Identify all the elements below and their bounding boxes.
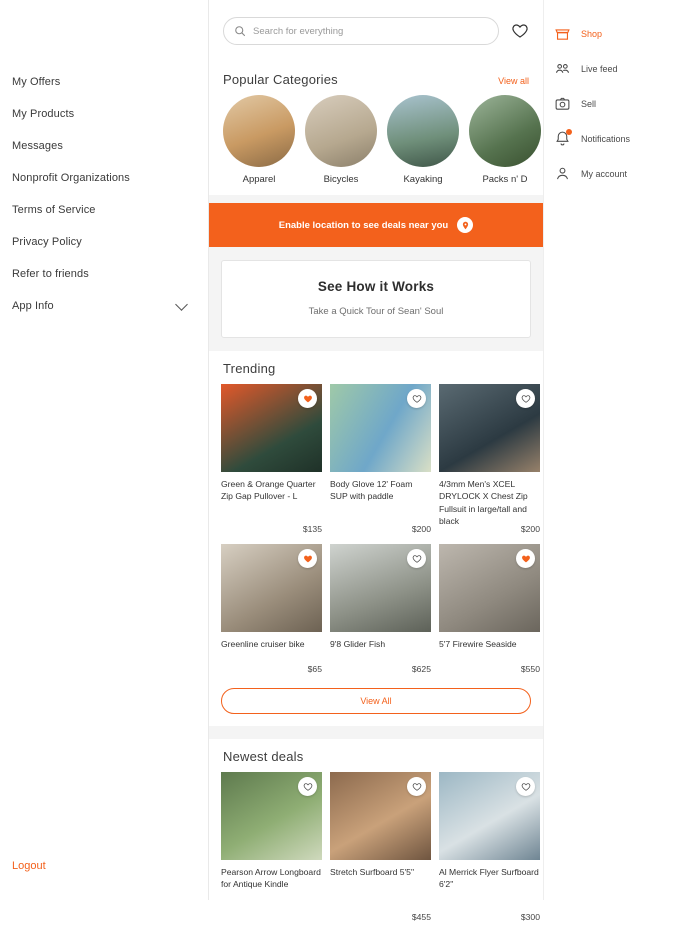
location-pin-icon [457, 217, 473, 233]
product-title: Green & Orange Quarter Zip Gap Pullover - L [221, 479, 316, 502]
heart-filled-icon [521, 554, 531, 564]
sidebar-item-messages[interactable] [0, 130, 208, 162]
rail-item-label: My account [581, 168, 628, 179]
notification-badge [566, 129, 572, 135]
user-icon [554, 165, 571, 182]
category-item-kayaking[interactable] [387, 95, 459, 185]
sidebar-item-privacy-policy[interactable] [0, 226, 208, 258]
favorite-button[interactable] [407, 777, 426, 796]
sidebar-item-label: Refer to friends [12, 268, 89, 280]
search-icon [234, 25, 246, 37]
popular-categories-header [209, 62, 543, 95]
how-it-works-title: See How it Works [317, 279, 435, 294]
favorite-button[interactable] [516, 777, 535, 796]
logout-button[interactable]: Logout [12, 860, 46, 872]
heart-outline-icon [303, 782, 313, 792]
sidebar-item-terms-of-service[interactable] [0, 194, 208, 226]
chevron-down-icon [175, 298, 188, 311]
sidebar-item-label: Privacy Policy [12, 236, 82, 248]
product-title: Greenline cruiser bike [221, 639, 305, 649]
category-label: Apparel [242, 174, 276, 185]
sidebar-item-label: Terms of Service [12, 204, 96, 216]
trending-view-all-button[interactable]: View All [221, 688, 531, 714]
trending-row-1 [209, 384, 543, 534]
product-title: 5'7 Firewire Seaside [439, 639, 517, 649]
product-price: $455 [411, 912, 431, 922]
enable-location-banner[interactable] [209, 203, 543, 247]
heart-outline-icon [521, 782, 531, 792]
heart-outline-icon [412, 554, 422, 564]
shop-icon [554, 25, 571, 42]
product-card[interactable] [439, 772, 540, 922]
section-title: Trending [223, 361, 276, 376]
trending-header [209, 351, 543, 384]
sidebar-item-label: Nonprofit Organizations [12, 172, 130, 184]
product-price: $135 [302, 524, 322, 534]
product-price: $625 [411, 664, 431, 674]
favorite-button[interactable] [298, 389, 317, 408]
product-card[interactable] [330, 384, 431, 534]
rail-item-sell[interactable] [544, 86, 675, 121]
heart-filled-icon [303, 554, 313, 564]
product-image [330, 772, 431, 860]
trending-row-2 [209, 544, 543, 674]
sidebar-item-nonprofit-organizations[interactable] [0, 162, 208, 194]
sidebar-item-label: My Products [12, 108, 75, 120]
trending-section [209, 351, 543, 726]
product-price: $200 [411, 524, 431, 534]
favorite-button[interactable] [516, 549, 535, 568]
sidebar-item-my-offers[interactable] [0, 66, 208, 98]
category-label: Bicycles [323, 174, 359, 185]
heart-outline-icon[interactable] [511, 22, 529, 40]
favorite-button[interactable] [407, 389, 426, 408]
heart-outline-icon [412, 394, 422, 404]
section-title: Newest deals [223, 749, 304, 764]
rail-item-label: Shop [581, 28, 603, 39]
search-placeholder: Search for everything [253, 25, 344, 37]
product-image [439, 772, 540, 860]
product-image [330, 544, 431, 632]
how-it-works-card[interactable] [221, 260, 531, 338]
product-title: Al Merrick Flyer Surfboard 6'2" [439, 867, 539, 890]
rail-item-label: Live feed [581, 63, 618, 74]
how-it-works-subtitle: Take a Quick Tour of Sean' Soul [308, 306, 444, 317]
rail-item-my-account[interactable] [544, 156, 675, 191]
newest-deals-row [209, 772, 543, 922]
favorite-button[interactable] [407, 549, 426, 568]
product-card[interactable] [221, 384, 322, 534]
category-image [387, 95, 459, 167]
drawer-menu [0, 0, 208, 322]
popular-categories-view-all[interactable]: View all [498, 76, 529, 86]
product-card[interactable] [439, 544, 540, 674]
sidebar-item-app-info[interactable] [0, 290, 208, 322]
category-item-bicycles[interactable] [305, 95, 377, 185]
sidebar-item-refer-to-friends[interactable] [0, 258, 208, 290]
category-image [223, 95, 295, 167]
favorite-button[interactable] [516, 389, 535, 408]
product-title: Stretch Surfboard 5'5" [330, 867, 414, 877]
rail-item-label: Notifications [581, 133, 631, 144]
newest-deals-header [209, 739, 543, 772]
enable-location-text: Enable location to see deals near you [278, 219, 449, 231]
product-image [439, 384, 540, 472]
category-item-apparel[interactable] [223, 95, 295, 185]
navigation-drawer [0, 0, 208, 900]
sell-camera-icon [554, 95, 571, 112]
rail-item-label: Sell [581, 98, 597, 109]
product-card[interactable] [330, 544, 431, 674]
product-title: 4/3mm Men's XCEL DRYLOCK X Chest Zip Fullsuit in large/tall and black [439, 479, 528, 527]
category-image [469, 95, 541, 167]
sidebar-item-label: Messages [12, 140, 63, 152]
live-feed-icon [554, 60, 571, 77]
heart-filled-icon [303, 394, 313, 404]
product-title: 9'8 Glider Fish [330, 639, 386, 649]
product-price: $550 [520, 664, 540, 674]
category-image [305, 95, 377, 167]
product-image [221, 384, 322, 472]
category-label: Packs n' D [482, 174, 528, 185]
sidebar-item-my-products[interactable] [0, 98, 208, 130]
product-card[interactable] [221, 772, 322, 922]
product-card[interactable] [221, 544, 322, 674]
rail-item-notifications[interactable] [544, 121, 675, 156]
search-bar-row [209, 0, 543, 62]
sidebar-item-label: App Info [12, 300, 54, 312]
section-title: Popular Categories [223, 72, 338, 87]
product-image [221, 772, 322, 860]
sidebar-item-label: My Offers [12, 76, 61, 88]
newest-deals-section [209, 739, 543, 932]
favorite-button[interactable] [298, 777, 317, 796]
popular-categories-section [209, 62, 543, 195]
product-title: Body Glove 12' Foam SUP with paddle [330, 479, 413, 502]
bell-icon [554, 130, 571, 147]
product-price: $200 [520, 524, 540, 534]
category-item-packs[interactable] [469, 95, 541, 185]
category-label: Kayaking [403, 174, 443, 185]
main-feed [208, 0, 543, 922]
product-image [221, 544, 322, 632]
right-nav-rail [543, 0, 675, 900]
product-image [330, 384, 431, 472]
product-price: $300 [520, 912, 540, 922]
product-card[interactable] [330, 772, 431, 922]
heart-outline-icon [412, 782, 422, 792]
category-list[interactable] [209, 95, 543, 195]
product-image [439, 544, 540, 632]
product-card[interactable] [439, 384, 540, 534]
product-price: $65 [307, 664, 322, 674]
rail-item-live-feed[interactable] [544, 51, 675, 86]
favorite-button[interactable] [298, 549, 317, 568]
rail-item-shop[interactable] [544, 16, 675, 51]
heart-outline-icon [521, 394, 531, 404]
search-input[interactable] [223, 17, 499, 45]
product-title: Pearson Arrow Longboard for Antique Kindle [221, 867, 321, 890]
